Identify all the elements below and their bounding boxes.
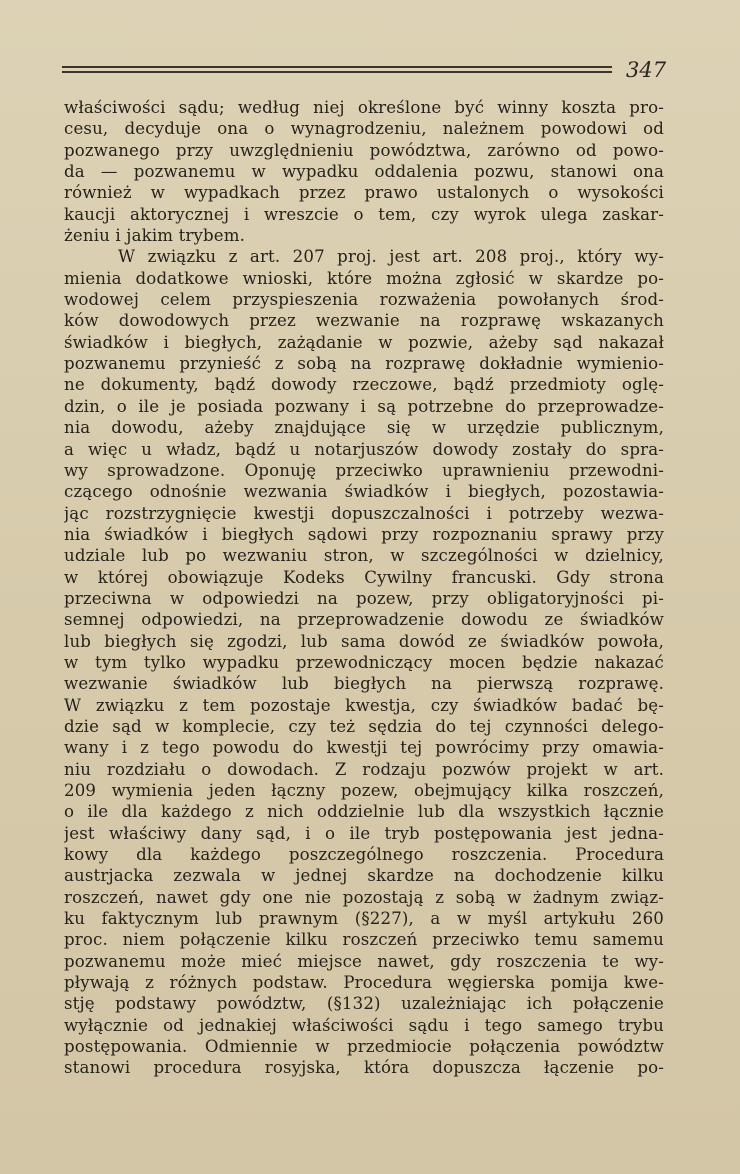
text-line: pływają z różnych podstaw. Procedura węgierska pomija kwe- [64,973,664,993]
text-line: pozwanemu przynieść z sobą na rozprawę dokładnie wymienio- [64,354,664,374]
text-line: wy sprowadzone. Oponuję przeciwko uprawnieniu przewodni- [64,460,664,480]
text-line: da — pozwanemu w wypadku oddalenia pozwu, stanowi ona [64,162,664,182]
text-line: a więc u władz, bądź u notarjuszów dowody zostały do spra- [64,439,664,459]
text-line: kowy dla każdego poszczególnego roszczenia. Procedura [64,845,664,865]
text-line: w której obowiązuje Kodeks Cywilny francuski. Gdy strona [64,567,664,587]
text-line: dzie sąd w komplecie, czy też sędzia do tej czynności delego- [64,716,664,736]
text-line: o ile dla każdego z nich oddzielnie lub dla wszystkich łącznie [64,802,664,822]
text-line: stję podstawy powództw, (§132) uzależniając ich połączenie [64,994,664,1014]
text-line: 209 wymienia jeden łączny pozew, obejmujący kilka roszczeń, [64,781,664,800]
text-line: lub biegłych się zgodzi, lub sama dowód ze świadków powoła, [64,631,664,651]
text-line: świadków i biegłych, zażądanie w pozwie, ażeby sąd nakazał [64,332,664,352]
text-line: kaucji aktorycznej i wreszcie o tem, czy wyrok ulega zaskar- [64,204,664,224]
text-line: jest właściwy dany sąd, i o ile tryb postępowania jest jedna- [64,823,664,843]
text-line: ku faktycznym lub prawnym (§227), a w myśl artykułu 260 [64,909,664,929]
text-line: właściwości sądu; według niej określone być winny koszta pro- [64,98,664,117]
text-line: nia dowodu, ażeby znajdujące się w urzędzie publicznym, [64,418,664,438]
text-line: mienia dodatkowe wnioski, które można zgłosić w skardze po- [64,268,664,288]
text-line: proc. niem połączenie kilku roszczeń przeciwko temu samemu [64,930,664,950]
header-rule-lower [62,71,612,73]
text-line: również w wypadkach przez prawo ustalonych o wysokości [64,183,664,203]
text-line: roszczeń, nawet gdy one nie pozostają z sobą w żadnym związ- [64,887,664,907]
text-line: wyłącznie od jednakiej właściwości sądu i tego samego trybu [64,1015,664,1035]
text-line: wezwanie świadków lub biegłych na pierwszą rozprawę. [64,674,664,694]
text-line: semnej odpowiedzi, na przeprowadzenie dowodu ze świadków [64,610,664,630]
body-text [64,97,664,1079]
text-line: postępowania. Odmiennie w przedmiocie połączenia powództw [64,1037,664,1057]
text-line: stanowi procedura rosyjska, która dopuszcza łączenie po- [64,1058,664,1078]
text-line: wodowej celem przyspieszenia rozważenia powołanych środ- [64,290,664,310]
text-line: przeciwna w odpowiedzi na pozew, przy obligatoryjności pi- [64,588,664,608]
text-line: żeniu i jakim trybem. [64,226,246,246]
text-line: pozwanemu może mieć miejsce nawet, gdy roszczenia te wy- [64,951,664,971]
text-line: pozwanego przy uwzględnieniu powództwa, zarówno od powo- [64,140,664,160]
text-line: w tym tylko wypadku przewodniczący mocen będzie nakazać [64,652,664,672]
text-line: nia świadków i biegłych sądowi przy rozpoznaniu sprawy przy [64,524,664,544]
text-line: udziale lub po wezwaniu stron, w szczególności w dzielnicy, [64,546,664,566]
text-line: austrjacka zezwala w jednej skardze na dochodzenie kilku [64,866,664,886]
header-rule-upper [62,66,612,68]
text-line: jąc rozstrzygnięcie kwestji dopuszczalności i potrzeby wezwa- [64,503,664,523]
text-line: ne dokumenty, bądź dowody rzeczowe, bądź przedmioty oglę- [64,375,664,395]
text-line: wany i z tego powodu do kwestji tej powrócimy przy omawia- [64,738,664,758]
text-line: niu rozdziału o dowodach. Z rodzaju pozwów projekt w art. [64,759,664,779]
paragraph-start-line: W związku z art. 207 proj. jest art. 208 proj., który wy- [118,247,664,267]
text-line: ków dowodowych przez wezwanie na rozprawę wskazanych [64,311,664,331]
text-line: cesu, decyduje ona o wynagrodzeniu, należnem powodowi od [64,119,664,139]
text-line: czącego odnośnie wezwania świadków i biegłych, pozostawia- [64,482,664,502]
text-line: dzin, o ile je posiada pozwany i są potrzebne do przeprowadze- [64,396,664,416]
page-number: 347 [626,58,667,82]
text-line: W związku z tem pozostaje kwestja, czy świadków badać bę- [64,695,664,715]
